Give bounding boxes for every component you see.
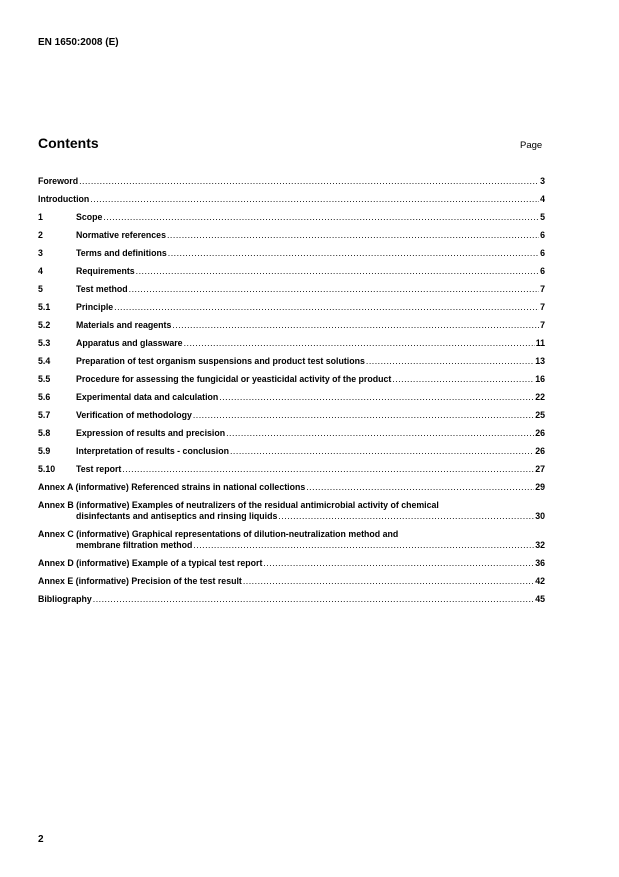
toc-entry-number: 5.4 — [38, 356, 51, 366]
toc-entry[interactable] — [38, 410, 545, 428]
toc-entry[interactable] — [38, 374, 545, 392]
toc-entry[interactable] — [38, 248, 545, 266]
toc-entry-page: 22 — [535, 392, 545, 402]
leader-dots — [230, 446, 534, 457]
toc-entry-number: 2 — [38, 230, 43, 240]
leader-dots — [136, 266, 539, 277]
toc-entry-title: Expression of results and precision — [76, 428, 226, 438]
leader-dots — [193, 410, 534, 421]
leader-dots — [392, 374, 534, 385]
toc-entry-page: 26 — [535, 446, 545, 456]
toc-entry[interactable] — [38, 446, 545, 464]
toc-entry-title: Procedure for assessing the fungicidal or yeasticidal activity of the product — [76, 374, 392, 384]
toc-entry[interactable] — [38, 464, 545, 482]
toc-entry-page: 30 — [535, 511, 545, 521]
toc-entry-number: 4 — [38, 266, 43, 276]
leader-dots — [93, 594, 534, 605]
toc-entry[interactable] — [38, 320, 545, 338]
toc-entry-title: Annex B (informative) Examples of neutralizers of the residual antimicrobial activity of chemical — [38, 500, 439, 510]
toc-entry-title-continued: disinfectants and antiseptics and rinsing liquids — [76, 511, 278, 521]
leader-dots — [103, 212, 539, 223]
toc-entry-page: 29 — [535, 482, 545, 492]
leader-dots — [219, 392, 534, 403]
leader-dots — [278, 511, 534, 522]
toc-entry-page: 26 — [535, 428, 545, 438]
toc-entry[interactable] — [38, 594, 545, 612]
toc-entry-page: 4 — [540, 194, 545, 204]
toc-entry-title: Annex A (informative) Referenced strains in national collections — [38, 482, 306, 492]
toc-entry-title: Requirements — [76, 266, 135, 276]
toc-entry-page: 6 — [540, 230, 545, 240]
toc-entry[interactable] — [38, 576, 545, 594]
toc-entry-title: Bibliography — [38, 594, 92, 604]
toc-entry-page: 7 — [540, 284, 545, 294]
toc-entry-number: 5.9 — [38, 446, 51, 456]
page-number: 2 — [38, 834, 44, 845]
toc-entry-page: 11 — [535, 338, 545, 348]
toc-entry-number: 5.6 — [38, 392, 51, 402]
toc-entry[interactable] — [38, 194, 545, 212]
leader-dots — [306, 482, 534, 493]
toc-entry-annex-c[interactable] — [38, 529, 545, 551]
toc-entry-page: 36 — [535, 558, 545, 568]
toc-entry-page: 27 — [535, 464, 545, 474]
toc-entry-title: Introduction — [38, 194, 90, 204]
toc-entry-title: Test report — [76, 464, 122, 474]
page-column-label: Page — [520, 140, 543, 151]
leader-dots — [366, 356, 534, 367]
toc-entry[interactable] — [38, 392, 545, 410]
toc-entry-page: 7 — [540, 302, 545, 312]
toc-entry-title: Experimental data and calculation — [76, 392, 219, 402]
toc-entry[interactable] — [38, 428, 545, 446]
leader-dots — [129, 284, 539, 295]
leader-dots — [122, 464, 534, 475]
table-of-contents — [38, 176, 545, 612]
document-id-header: EN 1650:2008 (E) — [38, 37, 119, 48]
toc-entry[interactable] — [38, 482, 545, 500]
toc-entry-number: 5.3 — [38, 338, 51, 348]
toc-entry-page: 13 — [535, 356, 545, 366]
leader-dots — [193, 540, 534, 551]
leader-dots — [168, 248, 539, 259]
toc-entry[interactable] — [38, 176, 545, 194]
toc-entry[interactable] — [38, 558, 545, 576]
leader-dots — [184, 338, 535, 349]
toc-entry-page: 16 — [535, 374, 545, 384]
toc-entry-page: 3 — [540, 176, 545, 186]
toc-entry-title: Materials and reagents — [76, 320, 172, 330]
toc-entry[interactable] — [38, 230, 545, 248]
toc-entry-title: Annex C (informative) Graphical representations of dilution-neutralization method and — [38, 529, 399, 539]
toc-entry-page: 42 — [535, 576, 545, 586]
toc-entry-page: 7 — [540, 320, 545, 330]
toc-entry[interactable] — [38, 212, 545, 230]
toc-entry-number: 5.8 — [38, 428, 51, 438]
toc-entry-number: 5 — [38, 284, 43, 294]
toc-entry[interactable] — [38, 284, 545, 302]
leader-dots — [114, 302, 539, 313]
toc-entry-title: Preparation of test organism suspensions and product test solutions — [76, 356, 365, 366]
toc-entry[interactable] — [38, 338, 545, 356]
toc-entry[interactable] — [38, 356, 545, 374]
leader-dots — [263, 558, 534, 569]
toc-entry-annex-b[interactable] — [38, 500, 545, 522]
toc-entry-number: 5.5 — [38, 374, 51, 384]
leader-dots — [79, 176, 539, 187]
toc-entry-title: Scope — [76, 212, 103, 222]
leader-dots — [243, 576, 534, 587]
toc-entry-number: 5.10 — [38, 464, 56, 474]
toc-entry-page: 6 — [540, 248, 545, 258]
toc-entry-number: 5.1 — [38, 302, 51, 312]
toc-entry-number: 3 — [38, 248, 43, 258]
toc-entry-number: 5.2 — [38, 320, 51, 330]
toc-entry-number: 1 — [38, 212, 43, 222]
toc-entry-number: 5.7 — [38, 410, 51, 420]
toc-entry-title: Verification of methodology — [76, 410, 192, 420]
toc-entry-title: Foreword — [38, 176, 79, 186]
toc-entry-page: 5 — [540, 212, 545, 222]
toc-entry-page: 25 — [535, 410, 545, 420]
toc-entry-page: 6 — [540, 266, 545, 276]
toc-entry[interactable] — [38, 266, 545, 284]
leader-dots — [172, 320, 539, 331]
toc-entry-title-continued: membrane filtration method — [76, 540, 193, 550]
toc-entry-title: Apparatus and glassware — [76, 338, 183, 348]
toc-entry[interactable] — [38, 302, 545, 320]
toc-entry-title: Annex E (informative) Precision of the test result — [38, 576, 242, 586]
toc-entry-page: 32 — [535, 540, 545, 550]
leader-dots — [167, 230, 539, 241]
toc-entry-title: Annex D (informative) Example of a typical test report — [38, 558, 263, 568]
toc-entry-title: Normative references — [76, 230, 166, 240]
toc-entry-title: Test method — [76, 284, 128, 294]
toc-entry-title: Terms and definitions — [76, 248, 167, 258]
leader-dots — [90, 194, 539, 205]
leader-dots — [226, 428, 534, 439]
toc-entry-title: Interpretation of results - conclusion — [76, 446, 229, 456]
toc-entry-page: 45 — [535, 594, 545, 604]
toc-entry-title: Principle — [76, 302, 114, 312]
contents-title: Contents — [38, 135, 99, 151]
